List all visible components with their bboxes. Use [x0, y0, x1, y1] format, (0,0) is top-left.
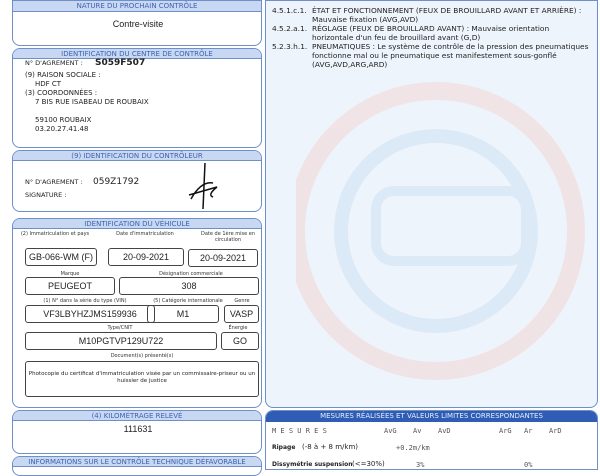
- mileage-header: (4) KILOMÉTRAGE RELEVÉ: [13, 411, 261, 421]
- ripage-value: +0.2m/km: [396, 444, 430, 452]
- raison-value: HDF CT: [35, 80, 62, 88]
- defect-text: ÉTAT ET FONCTIONNEMENT (FEUX DE BROUILLARD AVANT ET ARRIÈRE) : Mauvaise fixation (AVG,AVD): [312, 6, 582, 24]
- controller-panel: [12, 150, 262, 212]
- mileage-panel: [12, 410, 262, 454]
- vin-value: VF3LBYHZJMS159936: [25, 305, 155, 323]
- susp-label: Dissymétrie suspension: [272, 461, 353, 468]
- mileage-value: 111631: [123, 424, 153, 434]
- center-panel: [12, 48, 262, 148]
- designation-value: 308: [119, 277, 259, 295]
- col-ard: ArD: [549, 427, 562, 435]
- col-av: Av: [413, 427, 422, 435]
- marque-label: Marque: [60, 271, 80, 277]
- col-arg: ArG: [499, 427, 512, 435]
- col-avd: AvD: [438, 427, 451, 435]
- center-agrement: S059F507: [95, 58, 146, 68]
- defect-code: 4.5.1.c.1.: [272, 6, 307, 15]
- energie-label: Énergie: [228, 325, 248, 331]
- defect-item: [272, 6, 592, 24]
- center-header: IDENTIFICATION DU CENTRE DE CONTRÔLE: [13, 49, 261, 59]
- defect-code: 4.5.2.a.1.: [272, 24, 308, 33]
- genre-label: Genre: [234, 298, 250, 304]
- unfavorable-header: INFORMATIONS SUR LE CONTRÔLE TECHNIQUE DÉFAVORABLE: [13, 457, 261, 467]
- date-first-value: 20-09-2021: [188, 249, 258, 267]
- type-value: M10PGTVP129U722: [25, 332, 217, 350]
- controller-agrement-label: N° D'AGREMENT :: [25, 178, 83, 186]
- unfavorable-panel: [12, 456, 262, 476]
- type-label: Type/CNIT: [107, 325, 133, 331]
- categorie-value: M1: [147, 305, 219, 323]
- designation-label: Désignation commerciale: [159, 271, 223, 277]
- signature-image: [183, 161, 223, 211]
- measures-panel: [265, 410, 598, 470]
- defects-panel: [265, 0, 598, 408]
- vehicle-panel: [12, 218, 262, 408]
- immat-label: (2) Immatriculation et pays: [20, 231, 90, 237]
- defect-item: [272, 42, 592, 69]
- controller-header: (9) IDENTIFICATION DU CONTRÔLEUR: [13, 151, 261, 161]
- defect-code: 5.2.3.h.1.: [272, 42, 308, 51]
- measures-title: M E S U R E S: [272, 427, 327, 435]
- ripage-limit: (-8 à + 8 m/km): [302, 443, 358, 451]
- date-immat-value: 20-09-2021: [108, 248, 184, 266]
- signature-label: SIGNATURE :: [25, 191, 67, 199]
- documents-box: [25, 361, 259, 397]
- defect-item: [272, 24, 592, 42]
- raison-label: (9) RAISON SOCIALE :: [25, 71, 101, 79]
- marque-value: PEUGEOT: [25, 277, 115, 295]
- next-control-panel: [12, 0, 262, 46]
- next-control-value: Contre-visite: [112, 19, 164, 29]
- susp-av: 3%: [416, 461, 425, 469]
- watermark-logo: [296, 41, 596, 401]
- col-avg: AvG: [384, 427, 397, 435]
- date-first-label: Date de 1ère mise en circulation: [200, 231, 256, 243]
- date-immat-label: Date d'immatriculation: [116, 231, 174, 237]
- city: 59100 ROUBAIX: [35, 116, 92, 124]
- susp-ar: 0%: [524, 461, 533, 469]
- categorie-label: (5) Catégorie internationale: [153, 298, 223, 304]
- measures-header: MESURES RÉALISÉES ET VALEURS LIMITES CORRESPONDANTES: [266, 411, 597, 422]
- controller-agrement: 059Z1792: [93, 177, 140, 187]
- susp-limit: (<=30%): [352, 460, 385, 468]
- vehicle-header: IDENTIFICATION DU VÉHICULE: [13, 219, 261, 229]
- center-agrement-label: N° D'AGREMENT :: [25, 59, 83, 67]
- col-ar: Ar: [524, 427, 533, 435]
- next-control-header: NATURE DU PROCHAIN CONTRÔLE: [13, 1, 261, 12]
- address: 7 BIS RUE ISABEAU DE ROUBAIX: [35, 98, 149, 106]
- documents-value: Photocopie du certificat d'immatriculation visée par un commissaire-priseur ou un huissier de justice: [28, 371, 256, 384]
- genre-value: VASP: [224, 305, 259, 323]
- defect-text: RÉGLAGE (FEUX DE BROUILLARD AVANT) : Mauvaise orientation horizontale d'un feu de brouillard avant (G,D): [312, 24, 550, 42]
- energie-value: GO: [221, 332, 259, 350]
- phone: 03.20.27.41.48: [35, 125, 89, 133]
- vin-label: (1) N° dans la série du type (VIN): [43, 298, 127, 304]
- coord-label: (3) COORDONNÉES :: [25, 89, 98, 97]
- immat-value: GB-066-WM (F): [25, 248, 97, 266]
- documents-label: Document(s) présenté(s): [110, 353, 174, 359]
- ripage-label: Ripage: [272, 444, 296, 451]
- defect-text: PNEUMATIQUES : Le système de contrôle de la pression des pneumatiques fonctionne mal ou le pneumatique est manifestement sous-gonflé (AVG,AVD,ARG,ARD): [312, 42, 589, 69]
